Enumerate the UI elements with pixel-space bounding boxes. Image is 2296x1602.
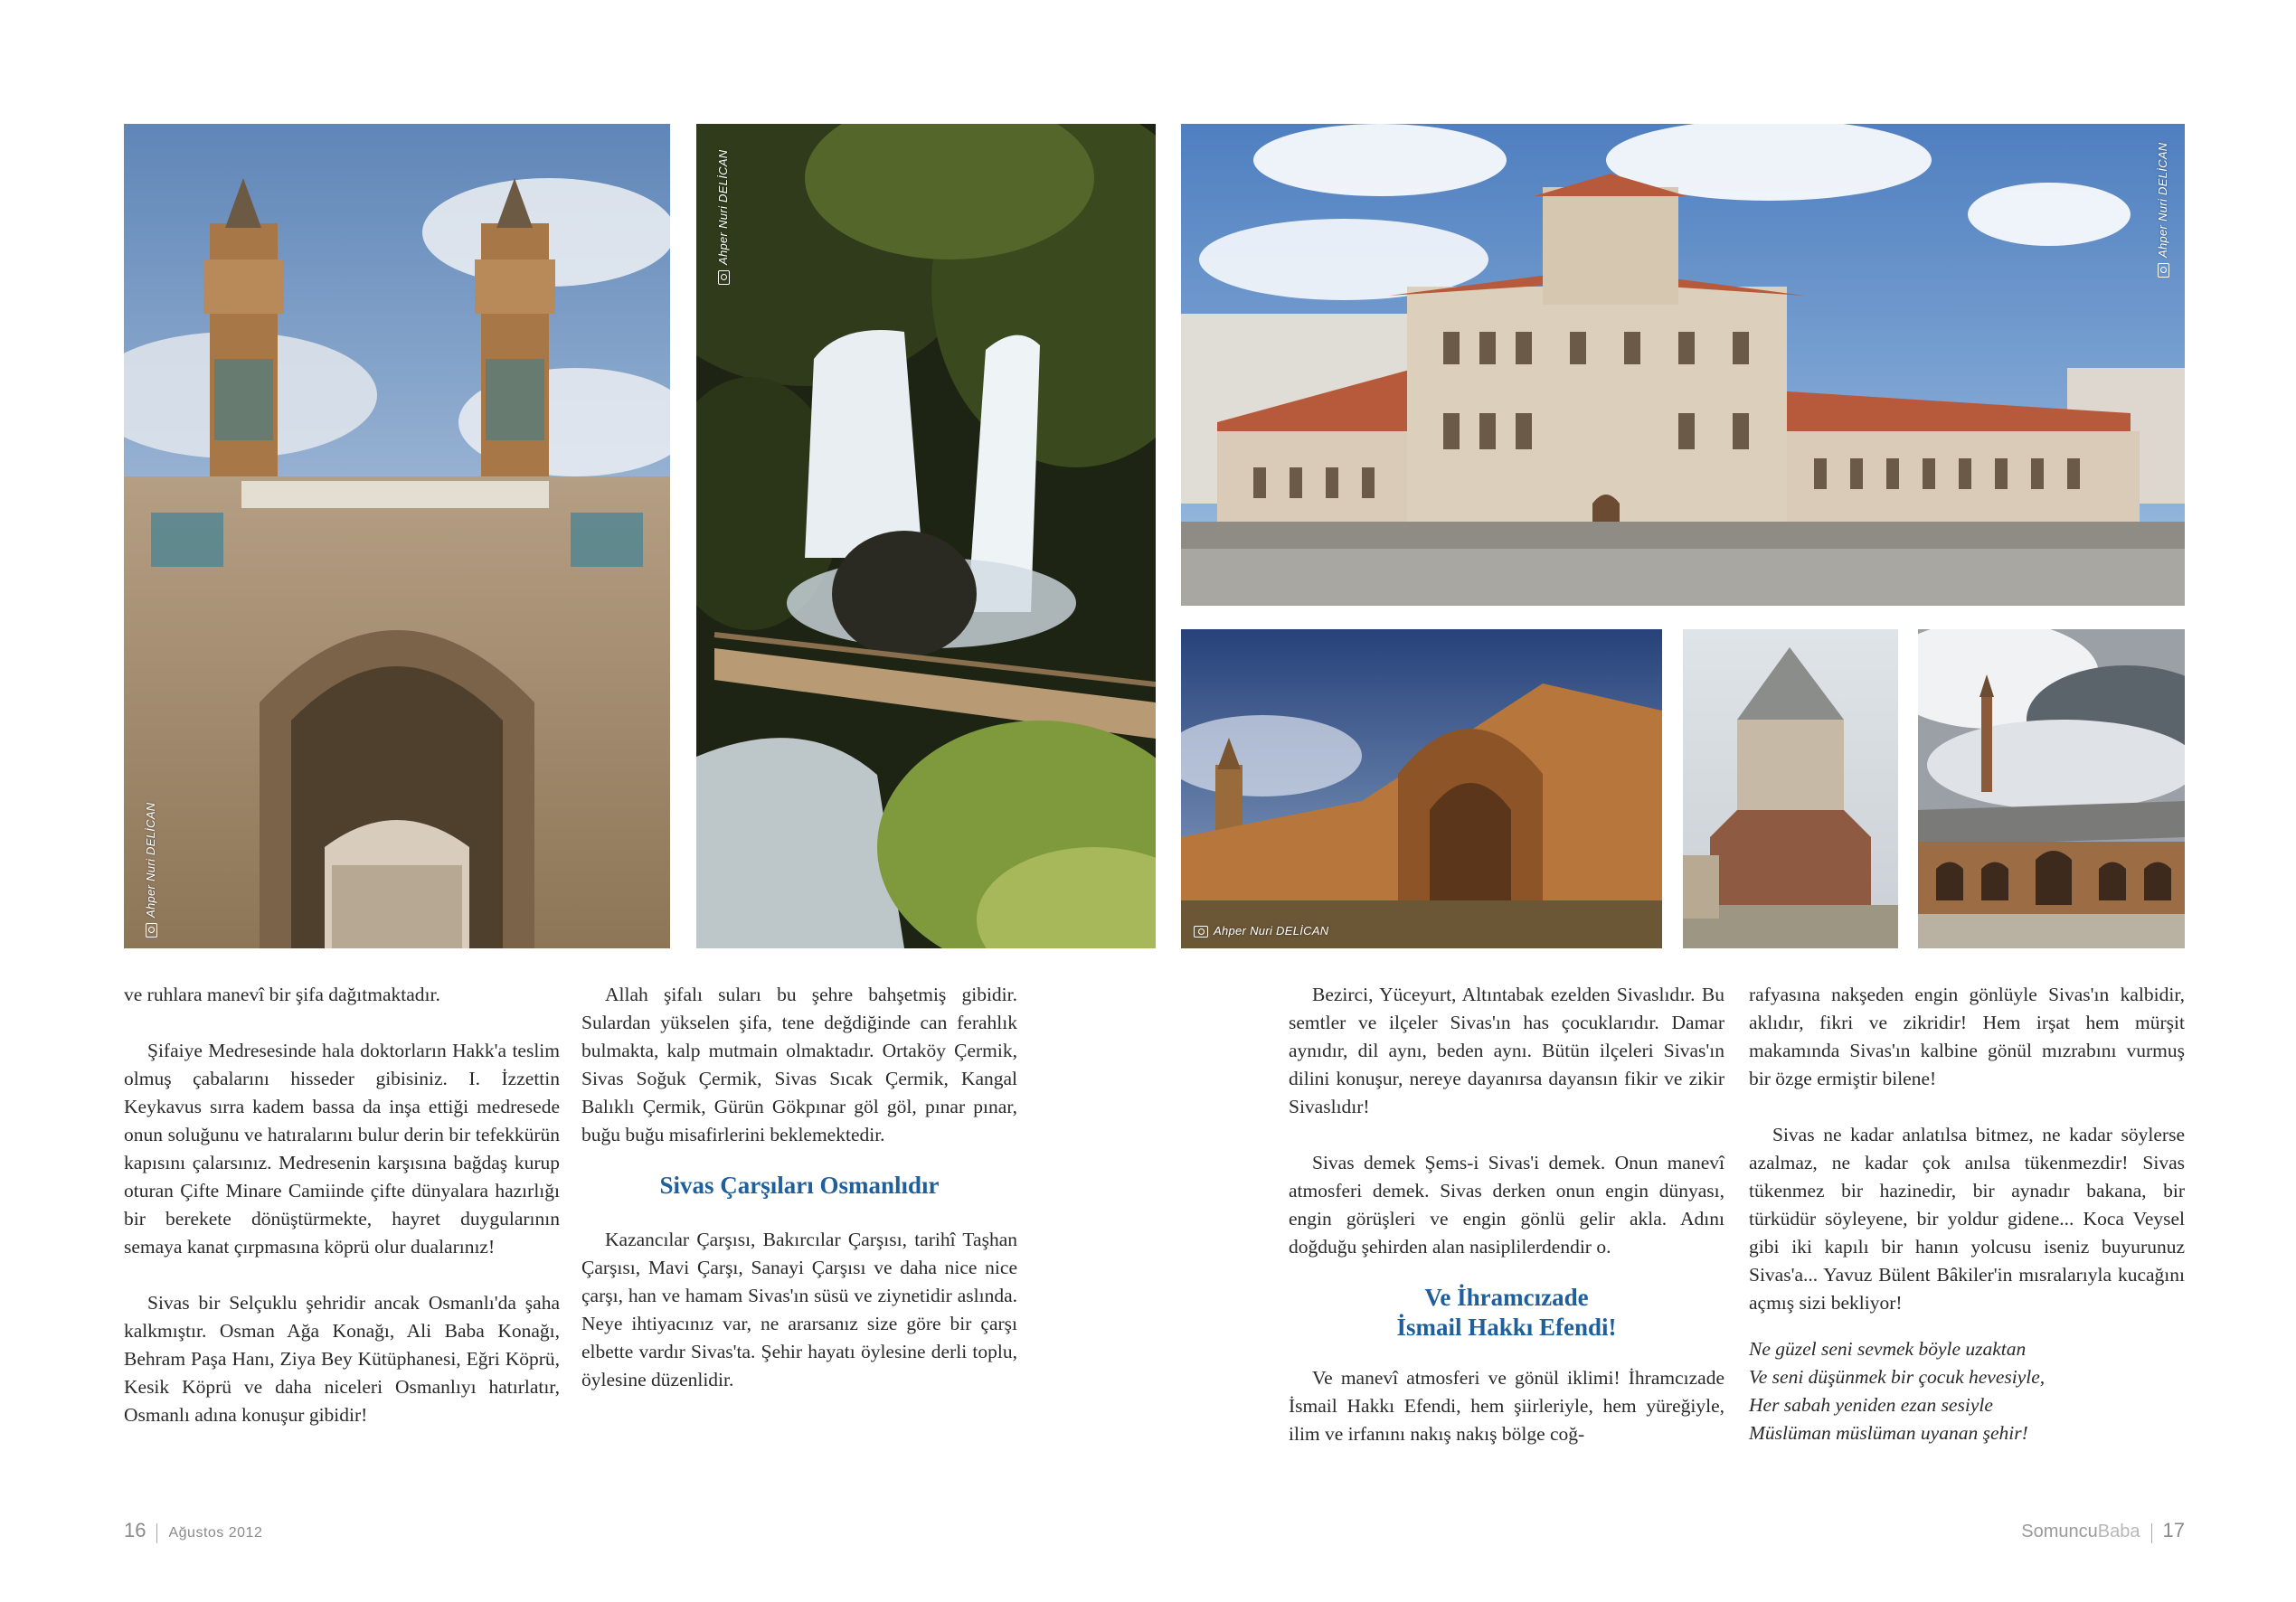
photo-school-building (1181, 124, 2185, 606)
footer-left (124, 1519, 262, 1543)
camera-icon (718, 270, 730, 285)
magazine-name (2021, 1522, 2140, 1541)
divider (2151, 1523, 2152, 1543)
paragraph: Sivas ne kadar anlatılsa bitmez, ne kadar söylerse azalmaz, ne kadar çok anılsa tükenmezdir! Sivas tükenmez bir hazinedir, bir aynadır bakana, bir türküdür söyleyene, bir yoldur gidene... Koca Veysel gibi iki kapılı bir hanın yolcusu iseniz buyurunuz Sivas'a... Yavuz Bülent Bâkiler'in mısralarıyla kucağını açmış sizi bekliyor! (1749, 1124, 2185, 1314)
poem-line: Müslüman müslüman uyanan şehir! (1749, 1422, 2028, 1444)
paragraph: Sivas bir Selçuklu şehridir ancak Osmanlı'da şaha kalkmıştır. Osman Ağa Konağı, Ali Baba Konağı, Behram Paşa Hanı, Ziya Bey Kütüphanesi, Eğri Köprü, Kesik Köprü ve daha niceleri Osmanlıyı hatırlatır, Osmanlı adına konuşur gibidir! (124, 1292, 560, 1426)
poem-line: Ne güzel seni sevmek böyle uzaktan (1749, 1338, 2027, 1360)
brand-part: Somuncu (2021, 1522, 2098, 1541)
paragraph: Sivas demek Şems-i Sivas'i demek. Onun manevî atmosferi demek. Sivas derken onun engin dünyası, engin görüşleri ve engin gönlü gelir akla. Adını doğduğu şehirden alan nasiplilerdendir o. (1289, 1152, 1724, 1258)
text-column-1 (124, 981, 560, 1429)
issue-date: Ağustos 2012 (168, 1525, 263, 1541)
photo-credit: Ahper Nuri DELİCAN (716, 150, 730, 286)
text-column-2 (581, 981, 1017, 1394)
page-number: 16 (124, 1519, 146, 1541)
paragraph: Allah şifalı suları bu şehre bahşetmiş gibidir. Sulardan yükselen şifa, tene değdiğinde can ferahlık bulmakta, kalp mutmain olmaktadır. Ortaköy Çermik, Sivas Soğuk Çermik, Sivas Sıcak Çermik, Kangal Balıklı Çermik, Gürün Gökpınar göl göl, pınar pınar, buğu buğu misafirlerini beklemektedir. (581, 984, 1017, 1145)
divider (156, 1523, 157, 1543)
paragraph: Şifaiye Medresesinde hala doktorların Hakk'a teslim olmuş çabalarını hisseder gibisiniz. I. İzzettin Keykavus sırra kadem bassa da inşa ettiği medresede onun soluğunu ve hatıralarını bulur derin bir tefekkürün kapısını çalarsınız. Medresenin karşısına bağdaş kurup oturan Çifte Minare Camiinde çifte dünyalara hazırlığı bir berekete dönüştürmekte, hayret duygularının semaya kanat çırpmasına köprü olur dualarınız! (124, 1040, 560, 1258)
paragraph: Bezirci, Yüceyurt, Altıntabak ezelden Sivaslıdır. Bu semtler ve ilçeler Sivas'ın has çocuklarıdır. Damar aynıdır, dil aynı, beden aynı. Bütün ilçeleri Sivas'ın dilini konuşur, nereye dayanırsa dayansın fikir ve zikir Sivaslıdır! (1289, 984, 1724, 1117)
camera-icon (2158, 263, 2169, 278)
paragraph: Kazancılar Çarşısı, Bakırcılar Çarşısı, tarihî Taşhan Çarşısı, Mavi Çarşı, Sanayi Çarşısı ve daha nice nice çarşı, han ve hamam Sivas'ın süsü ve ziynetidir aslında. Neye ihtiyacınız var, ne ararsanız size göre bir çarşı elbette vardır Sivas'ta. Şehir hayatı öylesine derli toplu, öylesine düzenlidir. (581, 1229, 1017, 1390)
photo-credit: Ahper Nuri DELİCAN (1194, 924, 1329, 938)
section-heading (1289, 1283, 1724, 1343)
heading-line: İsmail Hakkı Efendi! (1396, 1314, 1617, 1341)
brand-part: Baba (2097, 1522, 2140, 1541)
camera-icon (146, 923, 157, 938)
poem-line: Ve seni düşünmek bir çocuk hevesiyle, (1749, 1366, 2046, 1388)
photo-waterfall (696, 124, 1156, 948)
heading-line: Ve İhramcızade (1424, 1284, 1589, 1311)
text-column-3 (1289, 981, 1724, 1448)
paragraph: ve ruhlara manevî bir şifa dağıtmaktadır. (124, 984, 440, 1005)
poem (1749, 1335, 2185, 1447)
photo-credit: Ahper Nuri DELİCAN (2156, 143, 2169, 278)
text-column-4 (1749, 981, 2185, 1447)
section-heading: Sivas Çarşıları Osmanlıdır (659, 1172, 940, 1199)
poem-line: Her sabah yeniden ezan sesiyle (1749, 1394, 1993, 1416)
photo-kumbet (1683, 629, 1898, 948)
photo-courtyard (1918, 629, 2185, 948)
photo-credit: Ahper Nuri DELİCAN (144, 803, 157, 938)
photo-divrigi (1181, 629, 1662, 948)
footer-right (2021, 1519, 2185, 1543)
paragraph: rafyasına nakşeden engin gönlüyle Sivas'ın kalbidir, aklıdır, fikri ve zikridir! Hem irşat hem mürşit makamında Sivas'ın kalbine gönül mızrabını vurmuş bir özge ermiştir bilene! (1749, 984, 2185, 1089)
page-number: 17 (2162, 1519, 2185, 1541)
photo-gok-medrese (124, 124, 670, 948)
paragraph: Ve manevî atmosferi ve gönül iklimi! İhramcızade İsmail Hakkı Efendi, hem şiirleriyle, hem yüreğiyle, ilim ve irfanını nakış nakış bölge coğ- (1289, 1367, 1724, 1445)
camera-icon (1194, 926, 1208, 938)
